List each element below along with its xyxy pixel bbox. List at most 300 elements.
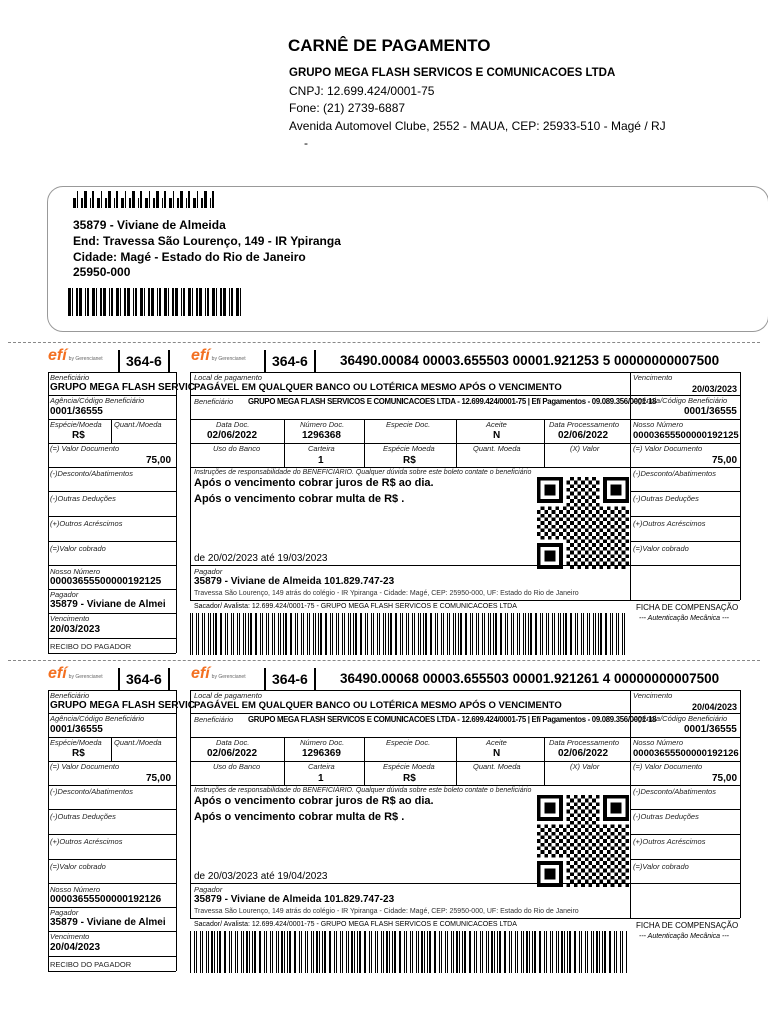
barcode-bar [303, 613, 304, 655]
barcode-bar [260, 613, 261, 655]
barcode-bar [365, 931, 366, 973]
barcode-bar [569, 931, 570, 973]
barcode-bar [418, 931, 419, 973]
valor-documento: 75,00 [712, 455, 738, 466]
recipient-name: 35879 - Viviane de Almeida [73, 218, 226, 232]
barcode-bar [324, 931, 325, 973]
barcode-bar [129, 198, 131, 208]
barcode-bar [111, 288, 113, 316]
barcode-bar [266, 613, 267, 655]
digitable-line: 36490.00084 00003.655503 00001.921253 5 00000000007500 [340, 353, 720, 368]
barcode-bar [183, 288, 185, 316]
local-pagamento: PAGÁVEL EM QUALQUER BANCO OU LOTÉRICA MESMO APÓS O VENCIMENTO [194, 382, 562, 393]
barcode-bar [138, 198, 139, 208]
label-agencia: Agência/Código Beneficiário [633, 714, 728, 723]
barcode-bar [79, 288, 82, 316]
barcode-bar [210, 198, 211, 208]
barcode-bar [563, 613, 564, 655]
label-acrescimos: (+)Outros Acréscimos [633, 837, 706, 846]
barcode-bar [383, 613, 384, 655]
barcode-bar [464, 931, 465, 973]
barcode-bar [295, 931, 296, 973]
barcode-bar [334, 931, 335, 973]
barcode-bar [216, 288, 217, 316]
stub-agencia: 0001/36555 [50, 724, 103, 735]
barcode-bar [200, 931, 201, 973]
barcode-bar [550, 931, 551, 973]
barcode-bar [162, 198, 163, 208]
barcode-bar [536, 613, 537, 655]
barcode-bar [278, 613, 279, 655]
barcode-bar [575, 931, 576, 973]
recipient-street: End: Travessa São Lourenço, 149 - IR Ypiranga [73, 234, 341, 248]
valor-documento: 75,00 [712, 773, 738, 784]
barcode-bar [330, 613, 331, 655]
barcode-bar [606, 613, 607, 655]
barcode-bar [383, 931, 384, 973]
label-uso-banco: Uso do Banco [213, 762, 261, 771]
barcode-bar [256, 613, 257, 655]
barcode-bar [289, 931, 290, 973]
barcode-bar [108, 191, 111, 208]
label-quant-moeda: Quant. Moeda [473, 444, 521, 453]
barcode-bar [196, 613, 197, 655]
barcode-bar [260, 931, 261, 973]
barcode-bar [268, 613, 269, 655]
barcode-bar [124, 288, 126, 316]
barcode-bar [513, 613, 514, 655]
barcode-bar [322, 931, 323, 973]
postal-barcode [73, 191, 217, 208]
barcode-bar [338, 613, 339, 655]
barcode-bar [488, 931, 489, 973]
barcode-bar [208, 931, 209, 973]
barcode-bar [493, 613, 494, 655]
barcode-bar [497, 931, 498, 973]
barcode-bar [135, 288, 137, 316]
barcode-bar [109, 288, 110, 316]
barcode-bar [202, 931, 203, 973]
barcode-bar [264, 931, 265, 973]
label-agencia: Agência/Código Beneficiário [633, 396, 728, 405]
stub-label-especie: Espécie/Moeda [50, 738, 102, 747]
barcode-bar [211, 931, 212, 973]
barcode-bar [140, 191, 142, 208]
barcode-bar [348, 931, 349, 973]
barcode-bar [579, 931, 580, 973]
barcode-bar [316, 931, 317, 973]
barcode-bar [204, 191, 207, 208]
barcode-bar [172, 288, 174, 316]
barcode-bar [144, 288, 145, 316]
barcode-bar [478, 613, 479, 655]
barcode-bar [361, 613, 362, 655]
label-especie-moeda: Espécie Moeda [383, 762, 435, 771]
barcode-bar [554, 613, 555, 655]
barcode-bar [499, 931, 500, 973]
barcode-bar [414, 613, 415, 655]
company-address: Avenida Automovel Clube, 2552 - MAUA, CEP: 25933-510 - Magé / RJ [289, 119, 666, 133]
barcode-bar [610, 931, 611, 973]
stub-label-acrescimos: (+)Outros Acréscimos [50, 837, 123, 846]
stub-label-especie: Espécie/Moeda [50, 420, 102, 429]
label-x-valor: (X) Valor [570, 762, 600, 771]
barcode-bar [239, 613, 240, 655]
barcode-bar [248, 613, 249, 655]
barcode-bar [567, 931, 568, 973]
barcode-bar [84, 191, 87, 208]
label-acrescimos: (+)Outros Acréscimos [633, 519, 706, 528]
barcode-bar [157, 288, 158, 316]
barcode-bar [81, 198, 83, 208]
label-beneficiario: Beneficiário [194, 397, 234, 406]
barcode-bar [614, 931, 615, 973]
barcode-bar [443, 613, 444, 655]
stub-label-quant: Quant./Moeda [114, 420, 162, 429]
barcode-bar [386, 931, 387, 973]
vencimento: 20/04/2023 [692, 702, 738, 712]
stub-beneficiario: GRUPO MEGA FLASH SERVIC [50, 700, 196, 711]
barcode-bar [97, 198, 100, 208]
barcode-bar [270, 931, 271, 973]
barcode-bar [169, 198, 172, 208]
barcode-bar [596, 931, 597, 973]
barcode-bar [125, 191, 126, 208]
barcode-bar [616, 613, 617, 655]
barcode-bar [120, 288, 121, 316]
stub-bank-code: 364-6 [118, 350, 170, 372]
barcode-bar [114, 198, 115, 208]
barcode-bar [470, 613, 471, 655]
barcode-bar [453, 931, 454, 973]
barcode-bar [204, 613, 205, 655]
barcode-bar [87, 288, 89, 316]
barcode-bar [344, 613, 345, 655]
label-uso-banco: Uso do Banco [213, 444, 261, 453]
boleto-barcode [190, 931, 628, 973]
barcode-bar [558, 613, 559, 655]
barcode-bar [408, 613, 409, 655]
barcode-bar [287, 931, 288, 973]
barcode-bar [431, 613, 432, 655]
label-desconto: (-)Desconto/Abatimentos [633, 787, 716, 796]
barcode-bar [90, 198, 91, 208]
barcode-bar [246, 931, 247, 973]
barcode-bar [116, 288, 119, 316]
label-x-valor: (X) Valor [570, 444, 600, 453]
barcode-bar [278, 931, 279, 973]
barcode-bar [116, 191, 118, 208]
page-title: CARNÊ DE PAGAMENTO [288, 36, 491, 55]
pagador-full: 35879 - Viviane de Almeida 101.829.747-23 [194, 576, 395, 587]
barcode-bar [313, 931, 314, 973]
barcode-bar [511, 613, 512, 655]
barcode-bar [281, 931, 282, 973]
stub-label-cobrado: (=)Valor cobrado [50, 544, 106, 553]
carteira: 1 [318, 455, 324, 466]
pagador-full: 35879 - Viviane de Almeida 101.829.747-23 [194, 894, 395, 905]
pix-qr-code [537, 795, 629, 887]
barcode-bar [353, 613, 354, 655]
especie-moeda: R$ [403, 455, 416, 466]
digitable-line: 36490.00068 00003.655503 00001.921261 4 00000000007500 [340, 671, 720, 686]
stub-recibo: RECIBO DO PAGADOR [50, 642, 132, 651]
barcode-bar [585, 931, 586, 973]
barcode-bar [540, 931, 541, 973]
barcode-bar [488, 613, 489, 655]
periodo: de 20/02/2023 até 19/03/2023 [194, 553, 328, 564]
barcode-bar [400, 613, 401, 655]
label-especie-doc: Especie Doc. [386, 738, 431, 747]
efi-logo: efí by Gerencianet [48, 665, 103, 682]
barcode-bar [215, 613, 216, 655]
barcode-bar [501, 613, 502, 655]
barcode-bar [456, 931, 457, 973]
stub-label-agencia: Agência/Código Beneficiário [50, 396, 145, 405]
barcode-bar [291, 613, 292, 655]
stub-label-pagador: Pagador [50, 590, 79, 599]
barcode-bar [583, 613, 584, 655]
label-especie-moeda: Espécie Moeda [383, 444, 435, 453]
barcode-bar [357, 931, 358, 973]
aceite: N [493, 748, 501, 759]
barcode-bar [140, 288, 143, 316]
autenticacao: --- Autenticação Mecânica --- [639, 615, 729, 622]
barcode-bar [188, 191, 190, 208]
stub-valor: 75,00 [146, 455, 172, 466]
barcode-bar [190, 931, 191, 973]
barcode-bar [373, 613, 374, 655]
label-quant-moeda: Quant. Moeda [473, 762, 521, 771]
barcode-bar [355, 613, 356, 655]
barcode-bar [427, 931, 428, 973]
barcode-bar [604, 931, 605, 973]
barcode-bar [299, 931, 300, 973]
barcode-bar [274, 613, 275, 655]
barcode-bar [375, 931, 376, 973]
barcode-bar [208, 613, 209, 655]
stub-label-valor: (=) Valor Documento [50, 444, 120, 453]
boleto-barcode [190, 613, 628, 655]
stub-label-beneficiario: Beneficiário [50, 691, 90, 700]
barcode-bar [581, 613, 582, 655]
label-cobrado: (=)Valor cobrado [633, 544, 689, 553]
barcode-bar [517, 931, 518, 973]
company-name: GRUPO MEGA FLASH SERVICOS E COMUNICACOES LTDA [289, 67, 616, 79]
stub-pagador: 35879 - Viviane de Almei [50, 599, 166, 610]
barcode-bar [159, 288, 161, 316]
barcode-bar [365, 613, 366, 655]
label-beneficiario: Beneficiário [194, 715, 234, 724]
barcode-bar [127, 288, 130, 316]
stub-vencimento: 20/04/2023 [50, 942, 101, 953]
barcode-bar [77, 191, 78, 208]
barcode-bar [435, 613, 436, 655]
barcode-bar [476, 613, 477, 655]
barcode-bar [205, 288, 206, 316]
barcode-bar [552, 931, 553, 973]
label-pagador: Pagador [194, 567, 223, 576]
aceite: N [493, 430, 501, 441]
barcode-bar [390, 613, 391, 655]
barcode-bar [462, 931, 463, 973]
stub-pagador: 35879 - Viviane de Almei [50, 917, 166, 928]
barcode-bar [156, 191, 159, 208]
barcode-bar [351, 931, 352, 973]
recipient-city: Cidade: Magé - Estado do Rio de Janeiro [73, 250, 306, 264]
barcode-bar [340, 931, 341, 973]
label-deducoes: (-)Outras Deduções [633, 812, 699, 821]
barcode-bar [153, 198, 155, 208]
barcode-bar [480, 931, 481, 973]
barcode-bar [132, 191, 135, 208]
barcode-bar [164, 191, 166, 208]
barcode-bar [439, 931, 440, 973]
barcode-bar [180, 191, 183, 208]
label-nosso: Nosso Número [633, 420, 684, 429]
barcode-bar [212, 288, 215, 316]
instrucao-multa: Após o vencimento cobrar multa de R$ . [194, 493, 405, 505]
barcode-bar [151, 288, 154, 316]
barcode-bar [121, 198, 124, 208]
cut-line [8, 342, 760, 343]
barcode-bar [301, 613, 302, 655]
instrucao-juros: Após o vencimento cobrar juros de R$ ao dia. [194, 795, 434, 807]
stub-label-nosso: Nosso Número [50, 885, 101, 894]
barcode-bar [445, 931, 446, 973]
barcode-bar [546, 613, 547, 655]
label-data-doc: Data Doc. [216, 738, 250, 747]
barcode-bar [313, 613, 314, 655]
barcode-bar [145, 198, 148, 208]
barcode-bar [394, 931, 395, 973]
barcode-bar [220, 288, 222, 316]
barcode-bar [369, 931, 370, 973]
barcode-bar [421, 931, 422, 973]
local-pagamento: PAGÁVEL EM QUALQUER BANCO OU LOTÉRICA MESMO APÓS O VENCIMENTO [194, 700, 562, 711]
beneficiario-full: GRUPO MEGA FLASH SERVICOS E COMUNICACOES LTDA - 12.699.424/0001-75 | Efí Pagamentos - 09.089.356/0001-18 [248, 715, 657, 724]
label-numero-doc: Número Doc. [300, 738, 345, 747]
barcode-bar [285, 613, 286, 655]
stub-label-quant: Quant./Moeda [114, 738, 162, 747]
recipient-cep: 25950-000 [73, 265, 131, 279]
barcode-bar [85, 288, 86, 316]
barcode-bar [423, 613, 424, 655]
stub-label-vencimento: Vencimento [50, 932, 90, 941]
barcode-bar [283, 613, 284, 655]
label-nosso: Nosso Número [633, 738, 684, 747]
agencia: 0001/36555 [684, 724, 737, 735]
nosso-numero: 00003655500000192125 [633, 430, 739, 441]
barcode-bar [181, 288, 182, 316]
barcode-bar [540, 613, 541, 655]
data-doc: 02/06/2022 [207, 430, 258, 441]
instrucao-juros: Após o vencimento cobrar juros de R$ ao dia. [194, 477, 434, 489]
barcode-bar [223, 288, 226, 316]
barcode-bar [225, 613, 226, 655]
barcode-bar [418, 613, 419, 655]
stub-agencia: 0001/36555 [50, 406, 103, 417]
label-carteira: Carteira [308, 444, 335, 453]
stub-valor: 75,00 [146, 773, 172, 784]
barcode-bar [193, 198, 196, 208]
barcode-bar [371, 613, 372, 655]
label-aceite: Aceite [486, 738, 507, 747]
stub-label-nosso: Nosso Número [50, 567, 101, 576]
efi-logo: efí by Gerencianet [191, 347, 246, 364]
barcode-bar [523, 931, 524, 973]
main-bank-code: 364-6 [264, 350, 316, 372]
barcode-bar [558, 931, 559, 973]
stub-nosso-numero: 00003655500000192126 [50, 894, 162, 905]
label-especie-doc: Especie Doc. [386, 420, 431, 429]
barcode-bar [149, 191, 150, 208]
barcode-bar [190, 613, 191, 655]
barcode-bar [460, 613, 461, 655]
barcode-bar [309, 613, 310, 655]
efi-logo: efí by Gerencianet [191, 665, 246, 682]
barcode-bar [505, 613, 506, 655]
barcode-bar [336, 613, 337, 655]
barcode-bar [219, 931, 220, 973]
barcode-bar [217, 931, 218, 973]
barcode-bar [528, 613, 529, 655]
barcode-bar [505, 931, 506, 973]
barcode-bar [198, 613, 199, 655]
barcode-bar [207, 288, 209, 316]
stub-nosso-numero: 00003655500000192125 [50, 576, 162, 587]
barcode-bar [197, 191, 198, 208]
carteira: 1 [318, 773, 324, 784]
barcode-bar [484, 613, 485, 655]
barcode-bar [342, 931, 343, 973]
barcode-bar [243, 613, 244, 655]
barcode-bar [571, 613, 572, 655]
autenticacao: --- Autenticação Mecânica --- [639, 933, 729, 940]
barcode-bar [404, 931, 405, 973]
data-processamento: 02/06/2022 [558, 430, 609, 441]
barcode-bar [509, 931, 510, 973]
barcode-bar [482, 931, 483, 973]
stub-label-desconto: (-)Desconto/Abatimentos [50, 469, 133, 478]
stub-label-agencia: Agência/Código Beneficiário [50, 714, 145, 723]
barcode-bar [233, 613, 234, 655]
barcode-bar [400, 931, 401, 973]
label-valor-doc: (=) Valor Documento [633, 444, 703, 453]
barcode-bar [396, 613, 397, 655]
label-data-proc: Data Processamento [549, 738, 620, 747]
barcode-bar [466, 613, 467, 655]
barcode-bar [105, 198, 107, 208]
barcode-bar [534, 931, 535, 973]
barcode-bar [318, 613, 319, 655]
barcode-bar [491, 931, 492, 973]
label-instrucoes: Instruções de responsabilidade do BENEFICIÁRIO. Qualquer dúvida sobre este boleto contate o beneficiário [194, 787, 532, 794]
barcode-bar [348, 613, 349, 655]
stub-label-deducoes: (-)Outras Deduções [50, 494, 116, 503]
barcode-bar [243, 931, 244, 973]
sacador: Sacador/ Avalista: 12.699.424/0001-75 - GRUPO MEGA FLASH SERVICOS E COMUNICACOES LTDA [194, 603, 517, 610]
barcode-bar [388, 613, 389, 655]
label-pagador: Pagador [194, 885, 223, 894]
label-numero-doc: Número Doc. [300, 420, 345, 429]
barcode-bar [326, 613, 327, 655]
barcode-bar [229, 288, 230, 316]
label-local: Local de pagamento [194, 691, 262, 700]
barcode-bar [168, 288, 169, 316]
barcode-bar [96, 288, 97, 316]
stub-label-pagador: Pagador [50, 908, 79, 917]
